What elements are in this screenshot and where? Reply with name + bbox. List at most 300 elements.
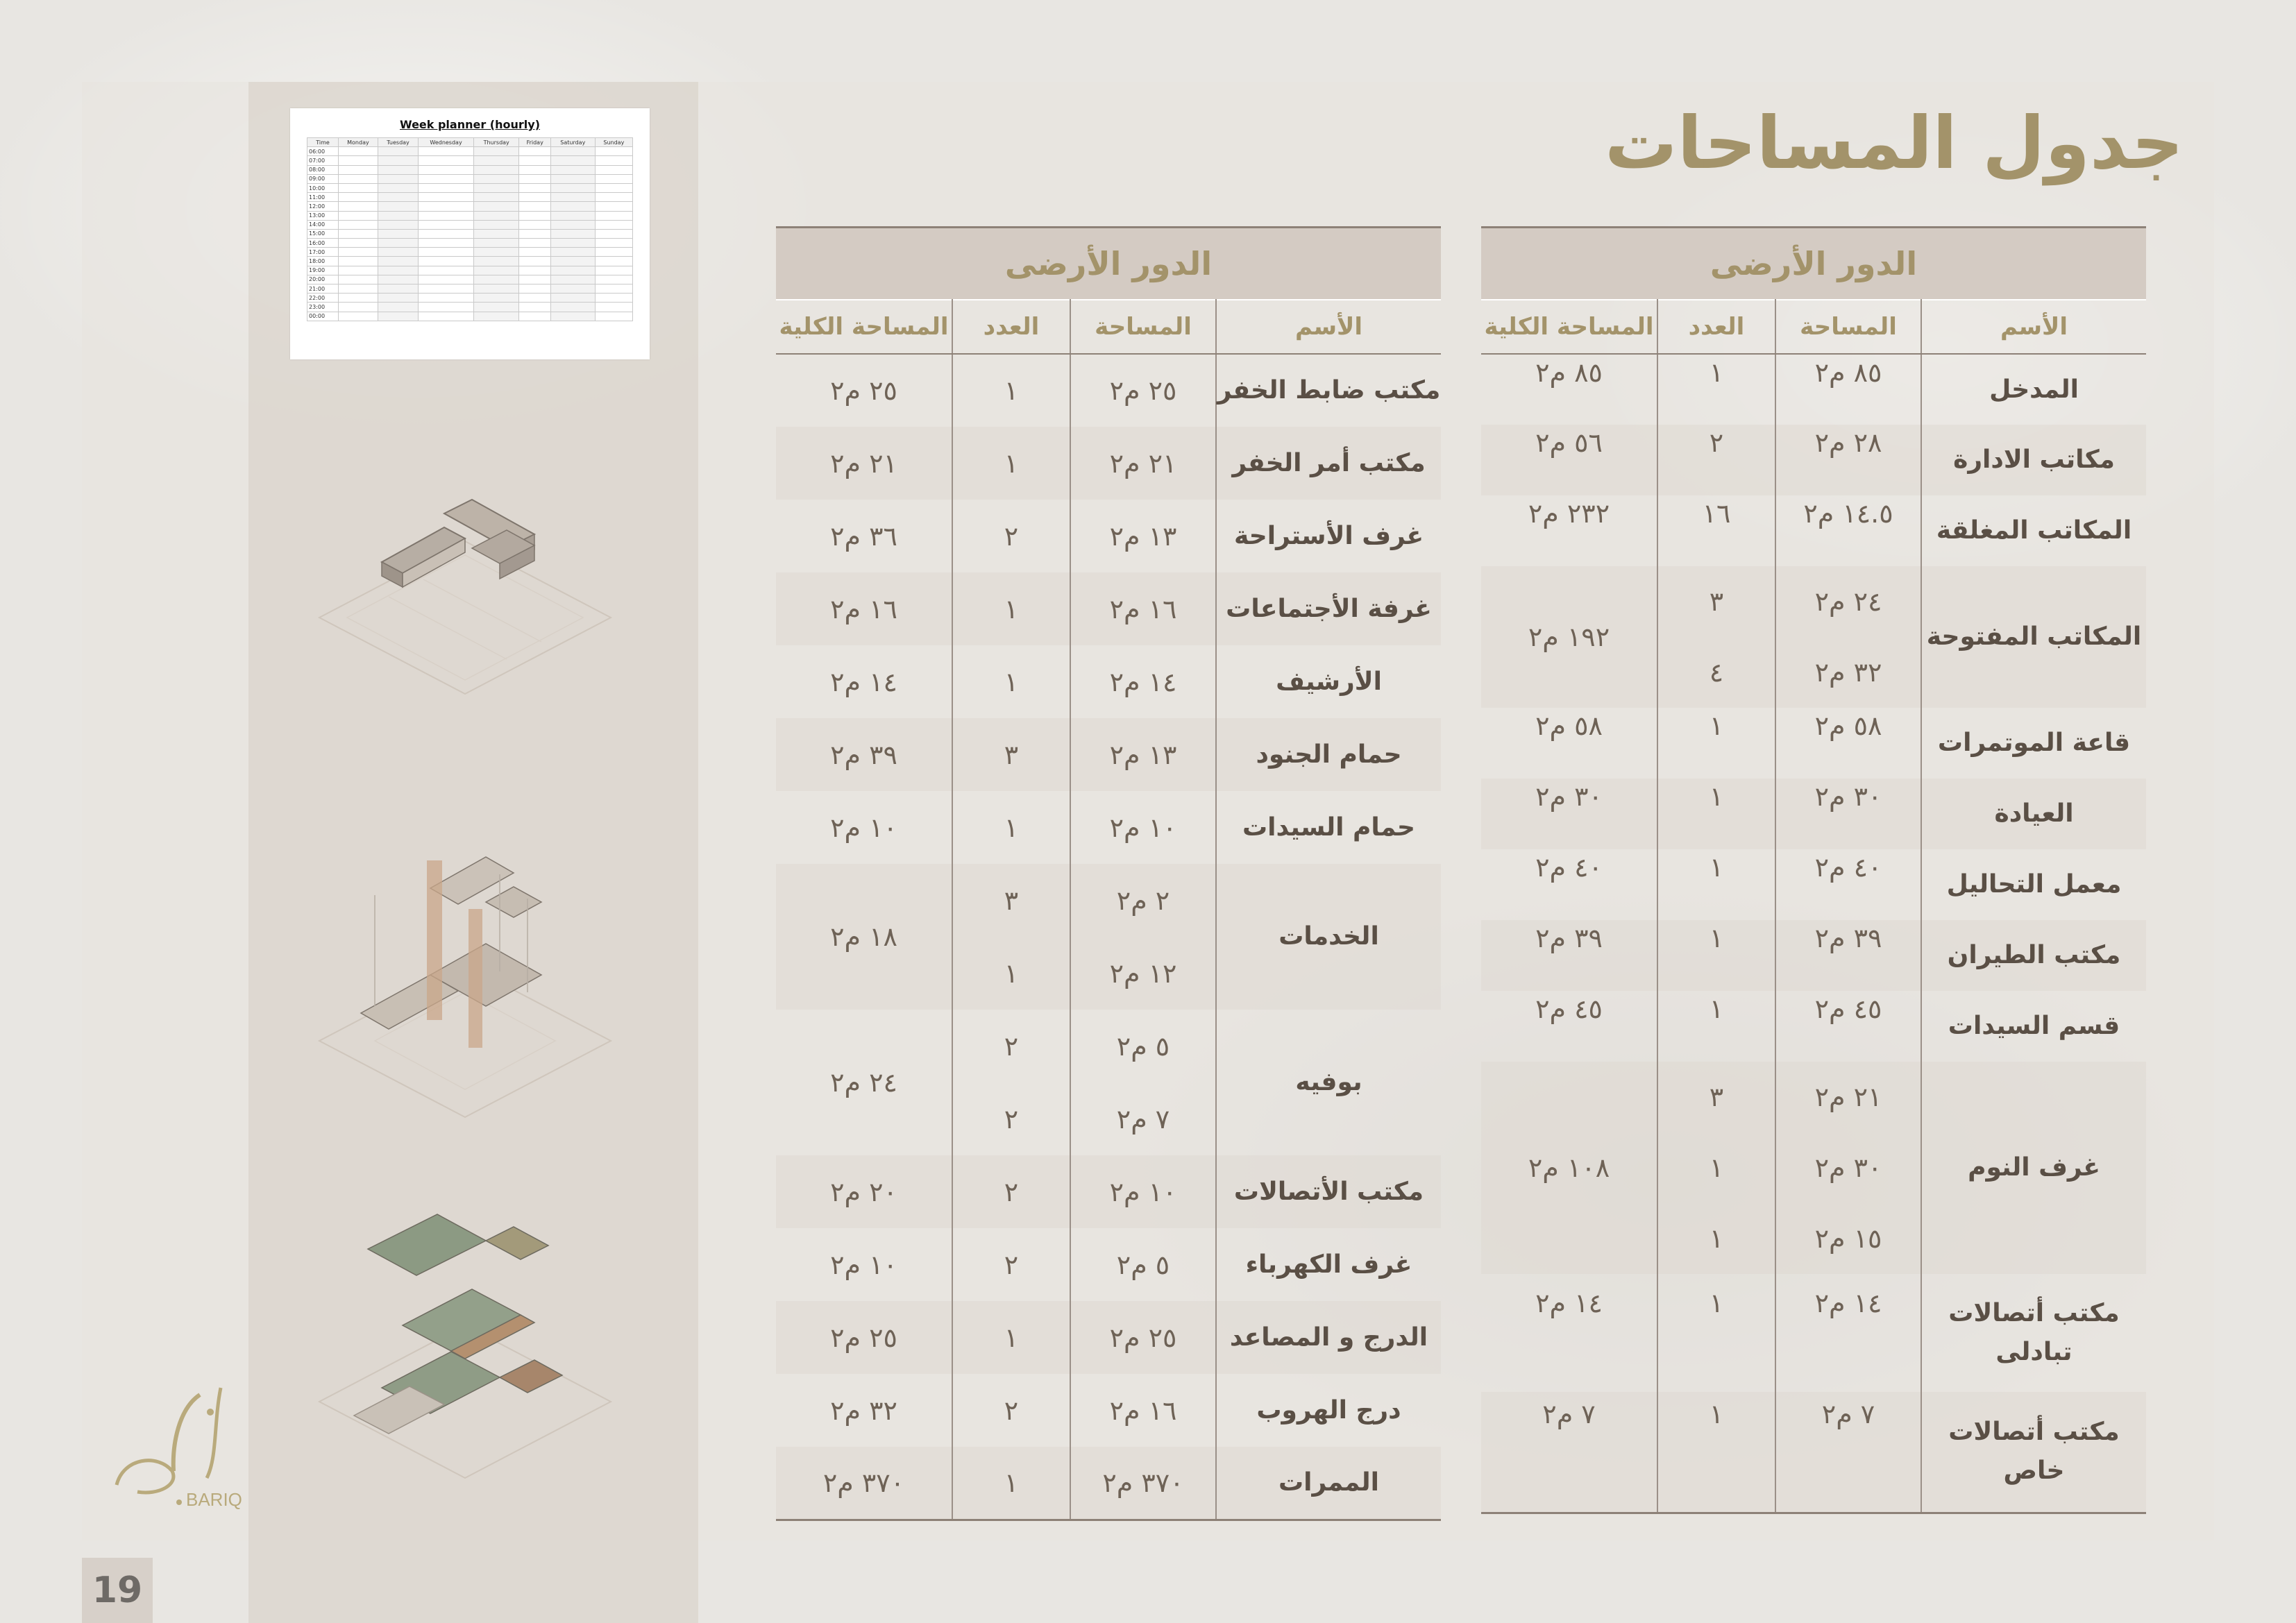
planner-header-day: Saturday <box>550 138 595 147</box>
planner-slot-cell <box>473 229 519 238</box>
planner-slot-cell <box>550 156 595 165</box>
planner-header-day: Sunday <box>595 138 632 147</box>
planner-time-cell: 06:00 <box>307 147 339 156</box>
planner-slot-cell <box>473 156 519 165</box>
row-area: ١٠ م٢ <box>1070 791 1216 864</box>
row-count: ١٦ <box>1657 495 1775 566</box>
row-total: ٣٩ م٢ <box>1481 920 1657 991</box>
planner-slot-cell <box>419 294 474 303</box>
areas-table-right <box>1481 226 2146 1514</box>
row-name: غرف الأستراحة <box>1216 500 1441 572</box>
planner-time-cell: 10:00 <box>307 183 339 192</box>
planner-slot-cell <box>550 193 595 202</box>
planner-slot-cell <box>519 147 550 156</box>
week-planner-thumbnail <box>290 108 650 359</box>
planner-row <box>307 211 633 220</box>
row-count: ١ <box>952 354 1070 427</box>
planner-slot-cell <box>339 312 378 321</box>
row-name: مكتب أمر الخفر <box>1216 427 1441 500</box>
planner-slot-cell <box>419 183 474 192</box>
planner-slot-cell <box>419 165 474 174</box>
planner-slot-cell <box>378 220 418 229</box>
planner-slot-cell <box>378 239 418 248</box>
column-header-total: المساحة الكلية <box>1481 300 1657 354</box>
row-name: معمل التحاليل <box>1921 849 2146 920</box>
row-name: قاعة الموتمرات <box>1921 708 2146 779</box>
planner-row <box>307 284 633 294</box>
planner-row <box>307 174 633 183</box>
row-total: ٢٤ م٢ <box>830 1067 897 1098</box>
row-count: ١ <box>1657 779 1775 849</box>
row-name: مكتب أتصالات تبادلى <box>1921 1274 2146 1392</box>
row-total: ١٠ م٢ <box>830 812 897 843</box>
planner-slot-cell <box>378 294 418 303</box>
row-name: المكاتب المغلقة <box>1921 495 2146 566</box>
planner-row <box>307 239 633 248</box>
planner-slot-cell <box>339 303 378 312</box>
planner-slot-cell <box>378 266 418 275</box>
row-count: ١ <box>952 1301 1070 1374</box>
planner-slot-cell <box>378 303 418 312</box>
planner-slot-cell <box>595 239 632 248</box>
planner-slot-cell <box>419 312 474 321</box>
floor-heading: الدور الأرضى <box>1481 228 2146 300</box>
planner-slot-cell <box>419 257 474 266</box>
planner-time-cell: 23:00 <box>307 303 339 312</box>
planner-slot-cell <box>378 165 418 174</box>
planner-row <box>307 183 633 192</box>
row-count: ١ <box>1657 920 1775 991</box>
planner-header-day: Wednesday <box>419 138 474 147</box>
planner-slot-cell <box>519 229 550 238</box>
page-number: 19 <box>82 1558 153 1623</box>
row-count: ١ <box>952 427 1070 500</box>
row-total: ٢٠ م٢ <box>776 1155 952 1228</box>
row-name: الخدمات <box>1216 864 1441 1010</box>
planner-time-cell: 11:00 <box>307 193 339 202</box>
planner-row <box>307 248 633 257</box>
planner-slot-cell <box>419 284 474 294</box>
planner-slot-cell <box>595 165 632 174</box>
row-total: ٤٥ م٢ <box>1535 994 1603 1024</box>
planner-header-day: Thursday <box>473 138 519 147</box>
planner-slot-cell <box>378 202 418 211</box>
row-count: ١ <box>952 572 1070 645</box>
row-count: ١ <box>1657 1392 1775 1513</box>
planner-time-cell: 07:00 <box>307 156 339 165</box>
row-total: ٧ م٢ <box>1481 1392 1657 1513</box>
planner-slot-cell <box>595 202 632 211</box>
row-area: ٥ م٢ <box>1070 1010 1216 1082</box>
planner-time-cell: 09:00 <box>307 174 339 183</box>
planner-slot-cell <box>550 312 595 321</box>
row-area: ١٢ م٢ <box>1070 937 1216 1010</box>
planner-slot-cell <box>519 202 550 211</box>
row-name: المكاتب المفتوحة <box>1921 566 2146 708</box>
planner-slot-cell <box>595 275 632 284</box>
planner-slot-cell <box>339 193 378 202</box>
column-header-count: العدد <box>952 300 1070 354</box>
planner-slot-cell <box>473 165 519 174</box>
row-total: ١٠٨ م٢ <box>1481 1062 1657 1274</box>
row-name: غرف النوم <box>1921 1062 2146 1274</box>
planner-slot-cell <box>339 239 378 248</box>
planner-slot-cell <box>339 174 378 183</box>
row-count: ١ <box>1657 354 1775 425</box>
planner-slot-cell <box>339 156 378 165</box>
planner-header-day: Friday <box>519 138 550 147</box>
planner-slot-cell <box>473 220 519 229</box>
row-name: مكتب أتصالات خاص <box>1921 1392 2146 1513</box>
planner-slot-cell <box>419 266 474 275</box>
row-name: الأرشيف <box>1216 645 1441 718</box>
planner-row <box>307 202 633 211</box>
planner-slot-cell <box>595 211 632 220</box>
row-area: ٢١ م٢ <box>1775 1062 1921 1132</box>
planner-slot-cell <box>595 147 632 156</box>
row-area: ١٣ م٢ <box>1070 718 1216 791</box>
row-total: ١٤ م٢ <box>830 666 897 697</box>
row-total: ٥٦ م٢ <box>1481 425 1657 495</box>
row-name: مكاتب الادارة <box>1921 425 2146 495</box>
planner-slot-cell <box>550 294 595 303</box>
row-count: ٣ <box>952 718 1070 791</box>
row-count: ١ <box>1657 849 1775 920</box>
row-total: ٣٧٠ م٢ <box>776 1447 952 1520</box>
planner-time-cell: 21:00 <box>307 284 339 294</box>
planner-slot-cell <box>473 266 519 275</box>
planner-slot-cell <box>378 183 418 192</box>
planner-time-cell: 18:00 <box>307 257 339 266</box>
row-count: ٢ <box>952 1228 1070 1301</box>
row-area: ٢٤ م٢ <box>1775 566 1921 637</box>
planner-slot-cell <box>519 294 550 303</box>
row-area: ٣٠ م٢ <box>1775 1132 1921 1203</box>
planner-slot-cell <box>419 147 474 156</box>
row-area: ٢١ م٢ <box>1070 427 1216 500</box>
planner-slot-cell <box>339 220 378 229</box>
planner-slot-cell <box>519 275 550 284</box>
row-total: ٢١ م٢ <box>776 427 952 500</box>
row-area: ١٦ م٢ <box>1070 572 1216 645</box>
isometric-plan-sketch-2 <box>305 833 625 1124</box>
row-area: ٣٩ م٢ <box>1775 920 1921 991</box>
planner-slot-cell <box>339 284 378 294</box>
row-total: ٣٩ م٢ <box>776 718 952 791</box>
row-count: ١ <box>952 937 1070 1010</box>
planner-slot-cell <box>550 165 595 174</box>
planner-slot-cell <box>473 284 519 294</box>
row-count: ١ <box>1657 1274 1775 1392</box>
planner-header-day: Tuesday <box>378 138 418 147</box>
row-area: ٥٨ م٢ <box>1775 708 1921 779</box>
row-area: ١٥ م٢ <box>1775 1203 1921 1274</box>
row-total: ٢٣٢ م٢ <box>1528 498 1610 529</box>
planner-slot-cell <box>550 257 595 266</box>
planner-slot-cell <box>519 193 550 202</box>
row-area: ١٤.٥ م٢ <box>1775 495 1921 566</box>
planner-row <box>307 193 633 202</box>
planner-slot-cell <box>419 303 474 312</box>
planner-slot-cell <box>339 165 378 174</box>
column-header-name: الأسم <box>1921 300 2146 354</box>
planner-slot-cell <box>519 183 550 192</box>
row-total: ٣٦ م٢ <box>830 520 897 552</box>
row-count: ١ <box>952 645 1070 718</box>
row-total: ٢٥ م٢ <box>830 375 897 406</box>
planner-slot-cell <box>339 183 378 192</box>
planner-slot-cell <box>550 147 595 156</box>
planner-header-day: Monday <box>339 138 378 147</box>
row-count: ٢ <box>952 1082 1070 1155</box>
planner-slot-cell <box>595 294 632 303</box>
row-total: ٨٥ م٢ <box>1535 357 1603 388</box>
planner-time-cell: 14:00 <box>307 220 339 229</box>
planner-slot-cell <box>419 248 474 257</box>
planner-slot-cell <box>519 303 550 312</box>
row-area: ٢ م٢ <box>1070 864 1216 937</box>
planner-row <box>307 303 633 312</box>
row-name: مكتب الطيران <box>1921 920 2146 991</box>
row-area: ٣٢ م٢ <box>1775 637 1921 708</box>
planner-slot-cell <box>519 284 550 294</box>
row-total: ١٩٢ م٢ <box>1481 566 1657 708</box>
planner-row <box>307 266 633 275</box>
planner-slot-cell <box>519 156 550 165</box>
planner-time-cell: 16:00 <box>307 239 339 248</box>
planner-row <box>307 165 633 174</box>
row-total: ٢٥ م٢ <box>776 1301 952 1374</box>
row-area: ٣٠ م٢ <box>1775 779 1921 849</box>
planner-time-cell: 20:00 <box>307 275 339 284</box>
row-area: ١٣ م٢ <box>1070 500 1216 572</box>
planner-slot-cell <box>339 266 378 275</box>
planner-slot-cell <box>473 211 519 220</box>
isometric-plan-sketch-3 <box>305 1207 625 1485</box>
row-name: مكتب ضابط الخفر <box>1216 354 1441 427</box>
row-count: ١ <box>952 1447 1070 1520</box>
planner-slot-cell <box>378 147 418 156</box>
row-count: ١ <box>1657 1203 1775 1274</box>
planner-slot-cell <box>473 294 519 303</box>
planner-slot-cell <box>378 257 418 266</box>
row-count: ١ <box>1657 708 1775 779</box>
planner-slot-cell <box>378 193 418 202</box>
planner-time-cell: 17:00 <box>307 248 339 257</box>
planner-slot-cell <box>378 275 418 284</box>
planner-slot-cell <box>473 174 519 183</box>
planner-slot-cell <box>519 239 550 248</box>
row-count: ١ <box>952 791 1070 864</box>
row-total: ٥٨ م٢ <box>1535 711 1603 741</box>
planner-slot-cell <box>595 284 632 294</box>
row-area: ٢٥ م٢ <box>1070 354 1216 427</box>
row-total: ٣٢ م٢ <box>830 1395 897 1426</box>
row-count: ٣ <box>1657 1062 1775 1132</box>
floor-heading: الدور الأرضى <box>776 228 1441 300</box>
planner-slot-cell <box>519 220 550 229</box>
planner-slot-cell <box>550 284 595 294</box>
row-area: ١٤ م٢ <box>1775 1274 1921 1392</box>
planner-slot-cell <box>550 303 595 312</box>
planner-slot-cell <box>339 147 378 156</box>
planner-slot-cell <box>419 239 474 248</box>
planner-time-cell: 13:00 <box>307 211 339 220</box>
planner-table <box>307 137 633 321</box>
planner-slot-cell <box>339 275 378 284</box>
planner-slot-cell <box>378 248 418 257</box>
planner-slot-cell <box>473 312 519 321</box>
planner-slot-cell <box>378 174 418 183</box>
row-area: ٣٧٠ م٢ <box>1070 1447 1216 1520</box>
page-title: جدول المساحات <box>1605 101 2184 185</box>
planner-time-cell: 00:00 <box>307 312 339 321</box>
planner-slot-cell <box>519 266 550 275</box>
planner-slot-cell <box>473 183 519 192</box>
planner-slot-cell <box>550 220 595 229</box>
planner-slot-cell <box>378 156 418 165</box>
column-header-total: المساحة الكلية <box>776 300 952 354</box>
planner-slot-cell <box>378 284 418 294</box>
planner-slot-cell <box>595 266 632 275</box>
planner-slot-cell <box>378 211 418 220</box>
planner-slot-cell <box>419 275 474 284</box>
isometric-plan-sketch-1 <box>305 486 625 749</box>
row-total: ١٤ م٢ <box>1535 1288 1603 1318</box>
logo-text: BARIQ <box>186 1489 242 1510</box>
planner-row <box>307 147 633 156</box>
planner-slot-cell <box>339 257 378 266</box>
column-header-area: المساحة <box>1070 300 1216 354</box>
row-area: ١٦ م٢ <box>1070 1374 1216 1447</box>
row-name: المدخل <box>1921 354 2146 425</box>
planner-slot-cell <box>595 303 632 312</box>
row-count: ١ <box>1657 991 1775 1062</box>
row-name: غرف الكهرباء <box>1216 1228 1441 1301</box>
planner-row <box>307 312 633 321</box>
row-count: ٢ <box>952 1155 1070 1228</box>
row-count: ٤ <box>1657 637 1775 708</box>
planner-slot-cell <box>550 174 595 183</box>
row-name: درج الهروب <box>1216 1374 1441 1447</box>
row-name: مكتب الأتصالات <box>1216 1155 1441 1228</box>
planner-row <box>307 156 633 165</box>
row-area: ٧ م٢ <box>1070 1082 1216 1155</box>
row-name: الدرج و المصاعد <box>1216 1301 1441 1374</box>
planner-slot-cell <box>595 174 632 183</box>
column-header-count: العدد <box>1657 300 1775 354</box>
planner-slot-cell <box>550 229 595 238</box>
planner-slot-cell <box>519 248 550 257</box>
planner-slot-cell <box>550 275 595 284</box>
planner-row <box>307 275 633 284</box>
planner-slot-cell <box>339 229 378 238</box>
planner-row <box>307 294 633 303</box>
row-name: غرفة الأجتماعات <box>1216 572 1441 645</box>
row-area: ٧ م٢ <box>1775 1392 1921 1513</box>
row-count: ٢ <box>952 500 1070 572</box>
row-name: حمام الجنود <box>1216 718 1441 791</box>
row-total: ٤٠ م٢ <box>1535 852 1603 883</box>
planner-slot-cell <box>550 266 595 275</box>
planner-slot-cell <box>473 202 519 211</box>
planner-slot-cell <box>339 202 378 211</box>
planner-slot-cell <box>419 229 474 238</box>
planner-slot-cell <box>595 248 632 257</box>
planner-slot-cell <box>519 312 550 321</box>
planner-header-time: Time <box>307 138 339 147</box>
planner-slot-cell <box>550 248 595 257</box>
planner-row <box>307 220 633 229</box>
column-header-name: الأسم <box>1216 300 1441 354</box>
row-name: العيادة <box>1921 779 2146 849</box>
row-name: بوفيه <box>1216 1010 1441 1155</box>
planner-slot-cell <box>473 275 519 284</box>
planner-time-cell: 15:00 <box>307 229 339 238</box>
planner-slot-cell <box>378 229 418 238</box>
row-area: ٢٥ م٢ <box>1070 1301 1216 1374</box>
planner-slot-cell <box>595 183 632 192</box>
planner-row <box>307 257 633 266</box>
planner-slot-cell <box>378 312 418 321</box>
planner-slot-cell <box>419 220 474 229</box>
planner-time-cell: 12:00 <box>307 202 339 211</box>
planner-slot-cell <box>419 202 474 211</box>
row-area: ٥ م٢ <box>1070 1228 1216 1301</box>
planner-slot-cell <box>550 183 595 192</box>
row-area: ٢٨ م٢ <box>1775 425 1921 495</box>
planner-slot-cell <box>473 147 519 156</box>
planner-slot-cell <box>595 156 632 165</box>
planner-time-cell: 08:00 <box>307 165 339 174</box>
row-count: ٢ <box>952 1010 1070 1082</box>
column-header-area: المساحة <box>1775 300 1921 354</box>
planner-slot-cell <box>473 239 519 248</box>
planner-time-cell: 19:00 <box>307 266 339 275</box>
planner-slot-cell <box>519 165 550 174</box>
planner-slot-cell <box>595 257 632 266</box>
row-count: ١ <box>1657 1132 1775 1203</box>
planner-slot-cell <box>473 248 519 257</box>
planner-slot-cell <box>419 156 474 165</box>
row-count: ٢ <box>1657 425 1775 495</box>
planner-slot-cell <box>419 193 474 202</box>
row-area: ٤٠ م٢ <box>1775 849 1921 920</box>
planner-time-cell: 22:00 <box>307 294 339 303</box>
row-total: ١٠ م٢ <box>830 1249 897 1280</box>
bariq-logo <box>96 1381 248 1520</box>
planner-title: Week planner (hourly) <box>399 118 541 131</box>
planner-slot-cell <box>519 211 550 220</box>
planner-slot-cell <box>595 312 632 321</box>
planner-slot-cell <box>550 211 595 220</box>
planner-slot-cell <box>550 239 595 248</box>
planner-slot-cell <box>419 174 474 183</box>
row-total: ١٨ م٢ <box>776 864 952 1010</box>
row-name: الممرات <box>1216 1447 1441 1520</box>
areas-table-left <box>776 226 1441 1521</box>
row-count: ٣ <box>952 864 1070 937</box>
planner-slot-cell <box>419 211 474 220</box>
planner-slot-cell <box>550 202 595 211</box>
planner-row <box>307 229 633 238</box>
row-area: ١٤ م٢ <box>1070 645 1216 718</box>
row-area: ٨٥ م٢ <box>1775 354 1921 425</box>
planner-slot-cell <box>519 257 550 266</box>
row-total: ٣٠ م٢ <box>1481 779 1657 849</box>
planner-slot-cell <box>519 174 550 183</box>
row-count: ٢ <box>952 1374 1070 1447</box>
